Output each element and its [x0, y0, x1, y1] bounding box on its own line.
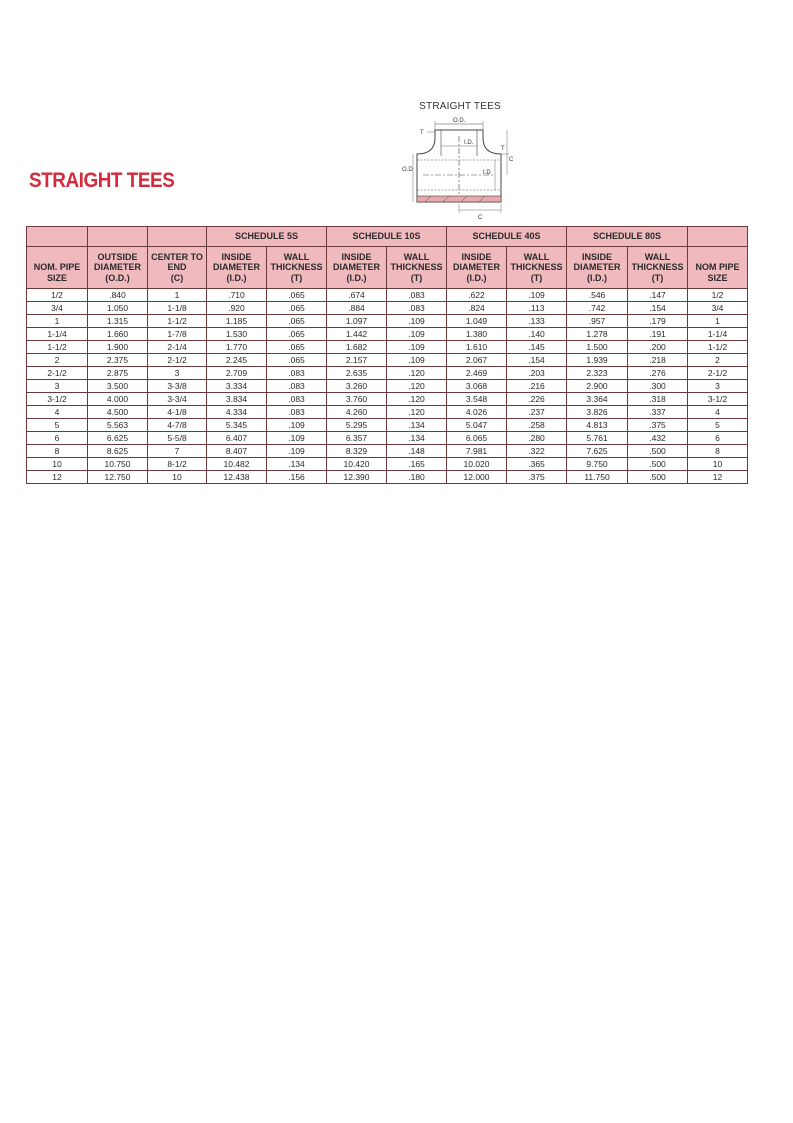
label-t-right: T — [501, 146, 505, 152]
table-cell: 10.020 — [447, 458, 507, 471]
table-cell: .300 — [628, 380, 688, 393]
table-cell: 2.375 — [88, 354, 148, 367]
table-cell: .622 — [447, 289, 507, 302]
table-cell: 3-3/8 — [148, 380, 207, 393]
table-cell: .109 — [387, 341, 447, 354]
table-cell: 1.380 — [447, 328, 507, 341]
table-cell: .742 — [567, 302, 628, 315]
table-cell: 2 — [27, 354, 88, 367]
table-cell: 1.610 — [447, 341, 507, 354]
table-cell: .083 — [267, 367, 327, 380]
table-cell: .083 — [267, 380, 327, 393]
table-cell: 6.065 — [447, 432, 507, 445]
table-cell: 2-1/2 — [27, 367, 88, 380]
col-header-inside-diameter: INSIDE DIAMETER (I.D.) — [447, 247, 507, 289]
table-cell: 8-1/2 — [148, 458, 207, 471]
table-cell: .083 — [387, 289, 447, 302]
table-cell: .109 — [267, 445, 327, 458]
table-row — [27, 393, 748, 406]
header-schedule-80s: SCHEDULE 80S — [567, 227, 688, 247]
table-cell: 1-1/2 — [27, 341, 88, 354]
table-cell: .133 — [507, 315, 567, 328]
table-cell: 10.482 — [207, 458, 267, 471]
table-cell: 11.750 — [567, 471, 628, 484]
table-cell: .500 — [628, 458, 688, 471]
table-cell: 2.709 — [207, 367, 267, 380]
header-schedule-10s: SCHEDULE 10S — [327, 227, 447, 247]
header-schedule-5s: SCHEDULE 5S — [207, 227, 327, 247]
table-cell: 1.900 — [88, 341, 148, 354]
table-cell: .375 — [628, 419, 688, 432]
table-cell: 5.047 — [447, 419, 507, 432]
table-cell: 1.185 — [207, 315, 267, 328]
table-cell: 7.625 — [567, 445, 628, 458]
table-cell: 3/4 — [688, 302, 748, 315]
table-cell: 2-1/2 — [148, 354, 207, 367]
col-header-inside-diameter: INSIDE DIAMETER (I.D.) — [567, 247, 628, 289]
table-cell: 7.981 — [447, 445, 507, 458]
table-cell: .674 — [327, 289, 387, 302]
table-cell: 3.834 — [207, 393, 267, 406]
table-cell: 2.067 — [447, 354, 507, 367]
table-cell: 4 — [27, 406, 88, 419]
table-cell: .120 — [387, 406, 447, 419]
table-cell: 12.390 — [327, 471, 387, 484]
col-header-wall-thickness: WALL THICKNESS (T) — [507, 247, 567, 289]
table-cell: .165 — [387, 458, 447, 471]
header-blank — [88, 227, 148, 247]
table-cell: .276 — [628, 367, 688, 380]
table-row — [27, 445, 748, 458]
table-cell: 2 — [688, 354, 748, 367]
table-cell: .432 — [628, 432, 688, 445]
header-blank — [688, 227, 748, 247]
table-row — [27, 289, 748, 302]
table-cell: .216 — [507, 380, 567, 393]
col-header-wall-thickness: WALL THICKNESS (T) — [267, 247, 327, 289]
table-cell: 4-7/8 — [148, 419, 207, 432]
table-row — [27, 458, 748, 471]
table-cell: .957 — [567, 315, 628, 328]
table-cell: 12.438 — [207, 471, 267, 484]
table-cell: .226 — [507, 393, 567, 406]
table-cell: .154 — [507, 354, 567, 367]
table-cell: .884 — [327, 302, 387, 315]
table-cell: 5.761 — [567, 432, 628, 445]
table-cell: 9.750 — [567, 458, 628, 471]
table-cell: 1-1/4 — [688, 328, 748, 341]
table-cell: 3 — [27, 380, 88, 393]
table-cell: 10 — [688, 458, 748, 471]
table-cell: .920 — [207, 302, 267, 315]
table-cell: .322 — [507, 445, 567, 458]
tee-drawing — [395, 116, 525, 224]
table-cell: 2-1/2 — [688, 367, 748, 380]
table-cell: .120 — [387, 393, 447, 406]
table-cell: 6.357 — [327, 432, 387, 445]
table-cell: .065 — [267, 315, 327, 328]
table-cell: 1.049 — [447, 315, 507, 328]
table-cell: 8.407 — [207, 445, 267, 458]
table-cell: .318 — [628, 393, 688, 406]
table-cell: 1-1/2 — [148, 315, 207, 328]
table-cell: 1.530 — [207, 328, 267, 341]
table-cell: 8 — [688, 445, 748, 458]
table-body — [27, 289, 748, 484]
table-cell: 3.068 — [447, 380, 507, 393]
table-cell: 4 — [688, 406, 748, 419]
table-cell: .824 — [447, 302, 507, 315]
table-cell: 1.500 — [567, 341, 628, 354]
table-cell: 1/2 — [688, 289, 748, 302]
table-cell: 1 — [688, 315, 748, 328]
table-cell: 4.260 — [327, 406, 387, 419]
table-cell: .109 — [507, 289, 567, 302]
table-cell: 3.364 — [567, 393, 628, 406]
table-cell: .200 — [628, 341, 688, 354]
table-cell: 7 — [148, 445, 207, 458]
table-cell: 12.750 — [88, 471, 148, 484]
table-cell: 8.329 — [327, 445, 387, 458]
table-cell: 5 — [27, 419, 88, 432]
table-cell: .500 — [628, 471, 688, 484]
table-cell: .375 — [507, 471, 567, 484]
col-header-wall-thickness: WALL THICKNESS (T) — [387, 247, 447, 289]
table-cell: 5.295 — [327, 419, 387, 432]
table-row — [27, 341, 748, 354]
table-cell: 4.026 — [447, 406, 507, 419]
table-cell: .180 — [387, 471, 447, 484]
table-cell: .120 — [387, 380, 447, 393]
table-cell: 2.635 — [327, 367, 387, 380]
table-cell: 3.260 — [327, 380, 387, 393]
table-cell: 1.770 — [207, 341, 267, 354]
table-cell: 6 — [688, 432, 748, 445]
table-cell: 2.245 — [207, 354, 267, 367]
table-cell: .218 — [628, 354, 688, 367]
table-cell: 3/4 — [27, 302, 88, 315]
table-cell: .065 — [267, 289, 327, 302]
table-cell: 1-7/8 — [148, 328, 207, 341]
table-cell: .109 — [267, 419, 327, 432]
table-cell: 10 — [27, 458, 88, 471]
table-cell: 1-1/4 — [27, 328, 88, 341]
table-cell: .134 — [387, 432, 447, 445]
table-cell: .710 — [207, 289, 267, 302]
table-cell: .145 — [507, 341, 567, 354]
label-c-right: C — [509, 157, 514, 163]
header-blank — [27, 227, 88, 247]
table-cell: .365 — [507, 458, 567, 471]
table-cell: .134 — [387, 419, 447, 432]
label-id-top: I.D. — [464, 140, 474, 146]
table-cell: 4.500 — [88, 406, 148, 419]
table-cell: .109 — [387, 328, 447, 341]
table-cell: 3.826 — [567, 406, 628, 419]
col-header-inside-diameter: INSIDE DIAMETER (I.D.) — [207, 247, 267, 289]
col-header-wall-thickness: WALL THICKNESS (T) — [628, 247, 688, 289]
table-cell: .083 — [267, 406, 327, 419]
col-header-inside-diameter: INSIDE DIAMETER (I.D.) — [327, 247, 387, 289]
table-cell: .500 — [628, 445, 688, 458]
table-cell: 2.469 — [447, 367, 507, 380]
table-cell: 3.760 — [327, 393, 387, 406]
table-cell: 1.278 — [567, 328, 628, 341]
table-cell: 8 — [27, 445, 88, 458]
col-header-outside-diameter: OUTSIDE DIAMETER (O.D.) — [88, 247, 148, 289]
table-cell: 10.420 — [327, 458, 387, 471]
table-cell: .148 — [387, 445, 447, 458]
col-header-nom-pipe-size-right: NOM PIPE SIZE — [688, 247, 748, 289]
table-cell: 4.334 — [207, 406, 267, 419]
table-cell: 6.625 — [88, 432, 148, 445]
table-cell: .083 — [387, 302, 447, 315]
table-cell: .065 — [267, 302, 327, 315]
table-cell: .191 — [628, 328, 688, 341]
table-cell: .147 — [628, 289, 688, 302]
table-cell: 1.682 — [327, 341, 387, 354]
table-cell: 5-5/8 — [148, 432, 207, 445]
table-cell: 10.750 — [88, 458, 148, 471]
table-row — [27, 315, 748, 328]
table-cell: .337 — [628, 406, 688, 419]
label-t-left: T — [420, 130, 424, 136]
table-row — [27, 471, 748, 484]
table-cell: .840 — [88, 289, 148, 302]
table-cell: .203 — [507, 367, 567, 380]
label-id-right: I.D — [483, 170, 491, 176]
table-cell: 3 — [688, 380, 748, 393]
table-cell: .109 — [267, 432, 327, 445]
straight-tees-table — [26, 226, 748, 484]
table-cell: 4.813 — [567, 419, 628, 432]
table-cell: 4-1/8 — [148, 406, 207, 419]
table-cell: 3.500 — [88, 380, 148, 393]
table-cell: 3.548 — [447, 393, 507, 406]
table-cell: .065 — [267, 328, 327, 341]
table-cell: 1 — [148, 289, 207, 302]
table-row — [27, 354, 748, 367]
header-blank — [148, 227, 207, 247]
table-cell: 1-1/8 — [148, 302, 207, 315]
table-cell: 3 — [148, 367, 207, 380]
table-cell: .109 — [387, 354, 447, 367]
table-cell: .083 — [267, 393, 327, 406]
table-cell: 2-1/4 — [148, 341, 207, 354]
table-cell: .140 — [507, 328, 567, 341]
table-cell: .154 — [628, 302, 688, 315]
header-schedule-40s: SCHEDULE 40S — [447, 227, 567, 247]
table-cell: 2.875 — [88, 367, 148, 380]
table-cell: 1 — [27, 315, 88, 328]
table-cell: 8.625 — [88, 445, 148, 458]
table-cell: 1.097 — [327, 315, 387, 328]
table-cell: 12.000 — [447, 471, 507, 484]
table-cell: .237 — [507, 406, 567, 419]
table-row — [27, 419, 748, 432]
table-row — [27, 367, 748, 380]
table-cell: 2.900 — [567, 380, 628, 393]
label-od-top: O.D. — [453, 118, 466, 124]
table-cell: 5.563 — [88, 419, 148, 432]
table-cell: 1-1/2 — [688, 341, 748, 354]
table-cell: .120 — [387, 367, 447, 380]
label-c-bottom: C — [478, 215, 483, 221]
table-cell: 2.323 — [567, 367, 628, 380]
table-cell: .109 — [387, 315, 447, 328]
tee-diagram — [395, 98, 525, 224]
table-cell: .113 — [507, 302, 567, 315]
table-cell: 12 — [688, 471, 748, 484]
page-title: STRAIGHT TEES — [29, 169, 175, 192]
table-row — [27, 432, 748, 445]
table-cell: 3-1/2 — [688, 393, 748, 406]
table-row — [27, 328, 748, 341]
table-cell: 3.334 — [207, 380, 267, 393]
table-cell: .546 — [567, 289, 628, 302]
col-header-nom-pipe-size: NOM. PIPE SIZE — [27, 247, 88, 289]
col-header-center-to-end: CENTER TO END (C) — [148, 247, 207, 289]
table-cell: 3-3/4 — [148, 393, 207, 406]
table-cell: 1.050 — [88, 302, 148, 315]
diagram-title: STRAIGHT TEES — [419, 101, 501, 112]
table-cell: 1.939 — [567, 354, 628, 367]
table-cell: 4.000 — [88, 393, 148, 406]
table-cell: 3-1/2 — [27, 393, 88, 406]
table-row — [27, 302, 748, 315]
table-cell: .258 — [507, 419, 567, 432]
table-cell: 6 — [27, 432, 88, 445]
table-cell: .065 — [267, 341, 327, 354]
table-cell: .156 — [267, 471, 327, 484]
table-cell: .134 — [267, 458, 327, 471]
table-cell: .280 — [507, 432, 567, 445]
table-cell: 1.315 — [88, 315, 148, 328]
table-cell: 5 — [688, 419, 748, 432]
table-cell: 12 — [27, 471, 88, 484]
table-row — [27, 380, 748, 393]
table-cell: 1.442 — [327, 328, 387, 341]
table-cell: 5.345 — [207, 419, 267, 432]
table-cell: 1.660 — [88, 328, 148, 341]
table-cell: 6.407 — [207, 432, 267, 445]
label-od-left: O.D — [402, 167, 413, 173]
table-cell: 2.157 — [327, 354, 387, 367]
table-cell: .179 — [628, 315, 688, 328]
table-cell: 1/2 — [27, 289, 88, 302]
table-cell: .065 — [267, 354, 327, 367]
table-cell: 10 — [148, 471, 207, 484]
table-row — [27, 406, 748, 419]
